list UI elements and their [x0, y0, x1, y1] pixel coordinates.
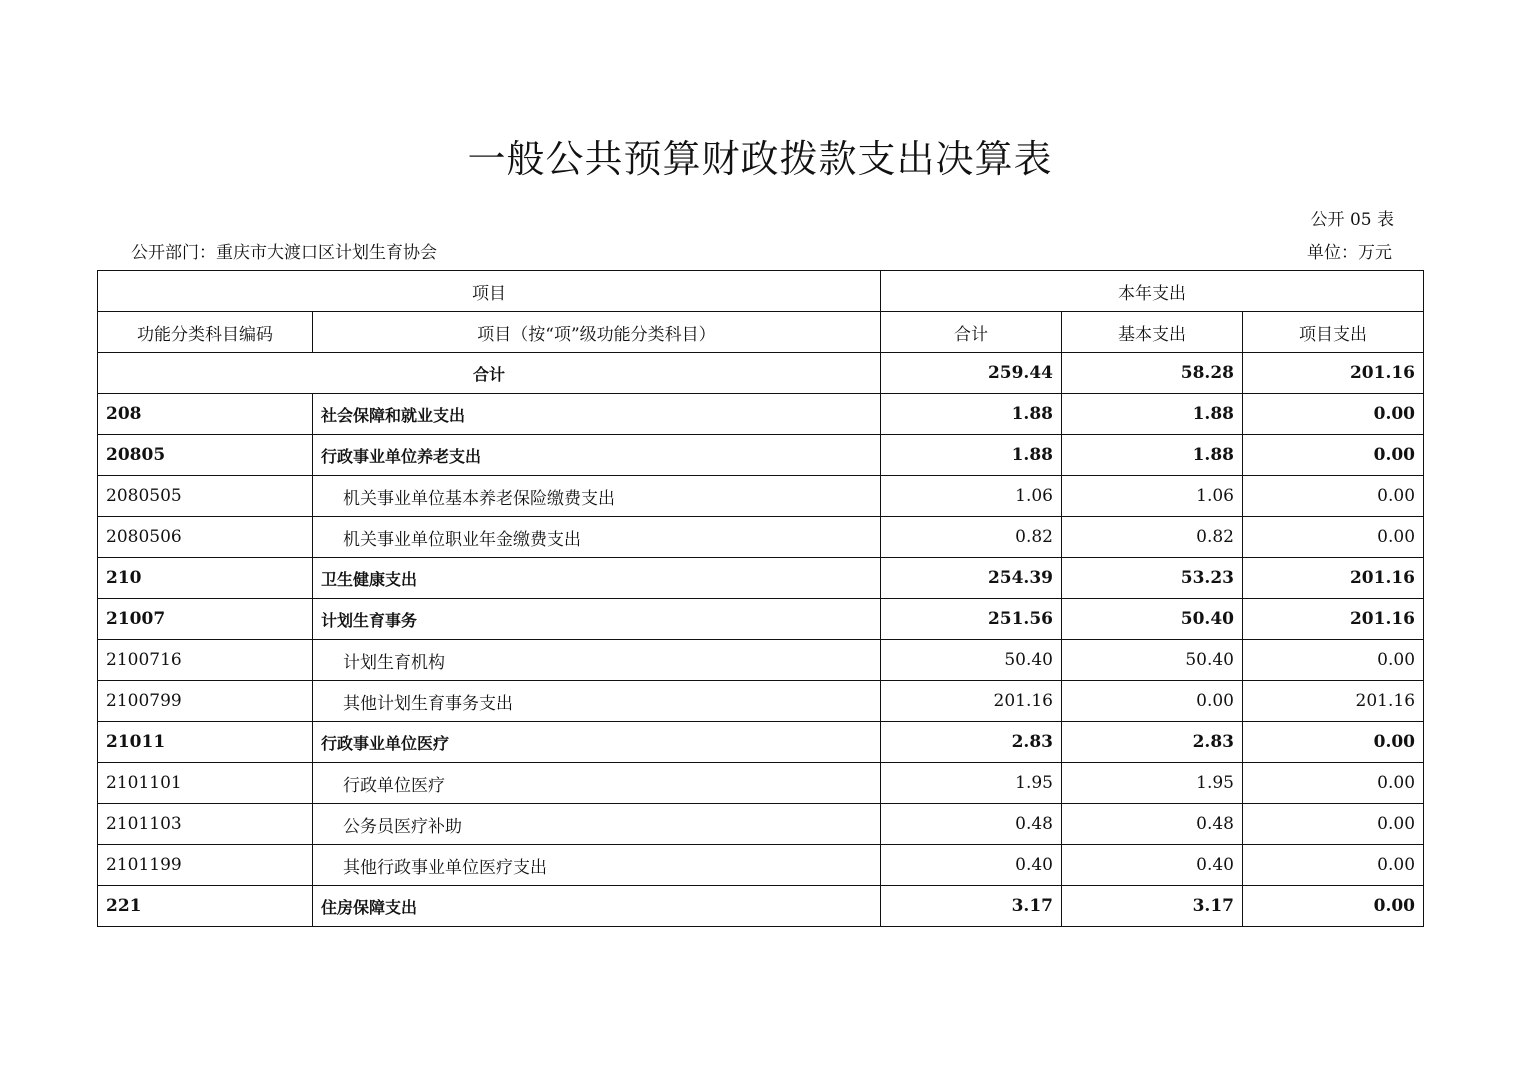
row-total: 2.83	[881, 722, 1062, 763]
row-total: 1.95	[881, 763, 1062, 804]
row-project: 0.00	[1243, 517, 1424, 558]
header-row-2	[98, 312, 1424, 353]
row-basic: 1.88	[1062, 394, 1243, 435]
table-row	[98, 722, 1424, 763]
row-total: 1.06	[881, 476, 1062, 517]
table-row	[98, 517, 1424, 558]
total-row-project: 201.16	[1243, 353, 1424, 394]
row-project: 0.00	[1243, 845, 1424, 886]
header-project-expense: 项目支出	[1243, 312, 1424, 353]
row-project: 0.00	[1243, 476, 1424, 517]
total-row-total: 259.44	[881, 353, 1062, 394]
row-basic: 3.17	[1062, 886, 1243, 927]
row-code: 21007	[98, 599, 313, 640]
row-item-name: 机关事业单位职业年金缴费支出	[313, 517, 881, 558]
row-item-name: 其他计划生育事务支出	[313, 681, 881, 722]
header-code: 功能分类科目编码	[98, 312, 313, 353]
table-row	[98, 435, 1424, 476]
row-code: 20805	[98, 435, 313, 476]
row-code: 2101101	[98, 763, 313, 804]
table-number: 公开 05 表	[1310, 210, 1394, 230]
table-row	[98, 763, 1424, 804]
row-code: 2080505	[98, 476, 313, 517]
row-project: 0.00	[1243, 722, 1424, 763]
row-project: 0.00	[1243, 394, 1424, 435]
header-current-year: 本年支出	[881, 271, 1424, 312]
table-row	[98, 886, 1424, 927]
total-row	[98, 353, 1424, 394]
row-item-name: 行政单位医疗	[313, 763, 881, 804]
row-total: 1.88	[881, 394, 1062, 435]
table-row	[98, 476, 1424, 517]
row-code: 2100799	[98, 681, 313, 722]
row-code: 208	[98, 394, 313, 435]
row-item-name: 卫生健康支出	[313, 558, 881, 599]
row-code: 2101103	[98, 804, 313, 845]
row-project: 201.16	[1243, 558, 1424, 599]
row-basic: 50.40	[1062, 599, 1243, 640]
row-basic: 2.83	[1062, 722, 1243, 763]
row-code: 210	[98, 558, 313, 599]
row-basic: 0.00	[1062, 681, 1243, 722]
row-project: 0.00	[1243, 886, 1424, 927]
row-project: 0.00	[1243, 804, 1424, 845]
row-item-name: 其他行政事业单位医疗支出	[313, 845, 881, 886]
department-label: 公开部门：重庆市大渡口区计划生育协会	[131, 243, 437, 263]
row-project: 201.16	[1243, 599, 1424, 640]
row-total: 50.40	[881, 640, 1062, 681]
table-row	[98, 681, 1424, 722]
row-basic: 1.95	[1062, 763, 1243, 804]
row-basic: 0.82	[1062, 517, 1243, 558]
row-project: 201.16	[1243, 681, 1424, 722]
header-project: 项目	[98, 271, 881, 312]
row-item-name: 计划生育机构	[313, 640, 881, 681]
header-row-1	[98, 271, 1424, 312]
row-total: 201.16	[881, 681, 1062, 722]
row-total: 0.48	[881, 804, 1062, 845]
total-row-label: 合计	[98, 353, 881, 394]
row-item-name: 住房保障支出	[313, 886, 881, 927]
table-row	[98, 804, 1424, 845]
row-total: 251.56	[881, 599, 1062, 640]
table-row	[98, 640, 1424, 681]
row-item-name: 公务员医疗补助	[313, 804, 881, 845]
row-project: 0.00	[1243, 435, 1424, 476]
row-basic: 53.23	[1062, 558, 1243, 599]
unit-label: 单位：万元	[1307, 243, 1392, 263]
row-code: 2100716	[98, 640, 313, 681]
row-total: 0.82	[881, 517, 1062, 558]
header-total: 合计	[881, 312, 1062, 353]
table-row	[98, 845, 1424, 886]
row-basic: 1.88	[1062, 435, 1243, 476]
row-total: 1.88	[881, 435, 1062, 476]
header-basic: 基本支出	[1062, 312, 1243, 353]
row-basic: 0.40	[1062, 845, 1243, 886]
row-item-name: 行政事业单位养老支出	[313, 435, 881, 476]
row-code: 21011	[98, 722, 313, 763]
row-total: 254.39	[881, 558, 1062, 599]
row-project: 0.00	[1243, 763, 1424, 804]
row-item-name: 社会保障和就业支出	[313, 394, 881, 435]
row-code: 2080506	[98, 517, 313, 558]
row-basic: 0.48	[1062, 804, 1243, 845]
row-item-name: 行政事业单位医疗	[313, 722, 881, 763]
total-row-basic: 58.28	[1062, 353, 1243, 394]
row-basic: 50.40	[1062, 640, 1243, 681]
row-total: 0.40	[881, 845, 1062, 886]
row-project: 0.00	[1243, 640, 1424, 681]
header-item: 项目（按“项”级功能分类科目）	[313, 312, 881, 353]
row-item-name: 计划生育事务	[313, 599, 881, 640]
table-row	[98, 558, 1424, 599]
table-row	[98, 599, 1424, 640]
row-basic: 1.06	[1062, 476, 1243, 517]
budget-table	[97, 270, 1424, 927]
row-total: 3.17	[881, 886, 1062, 927]
row-code: 221	[98, 886, 313, 927]
row-code: 2101199	[98, 845, 313, 886]
table-row	[98, 394, 1424, 435]
row-item-name: 机关事业单位基本养老保险缴费支出	[313, 476, 881, 517]
document-title: 一般公共预算财政拨款支出决算表	[467, 137, 1053, 181]
